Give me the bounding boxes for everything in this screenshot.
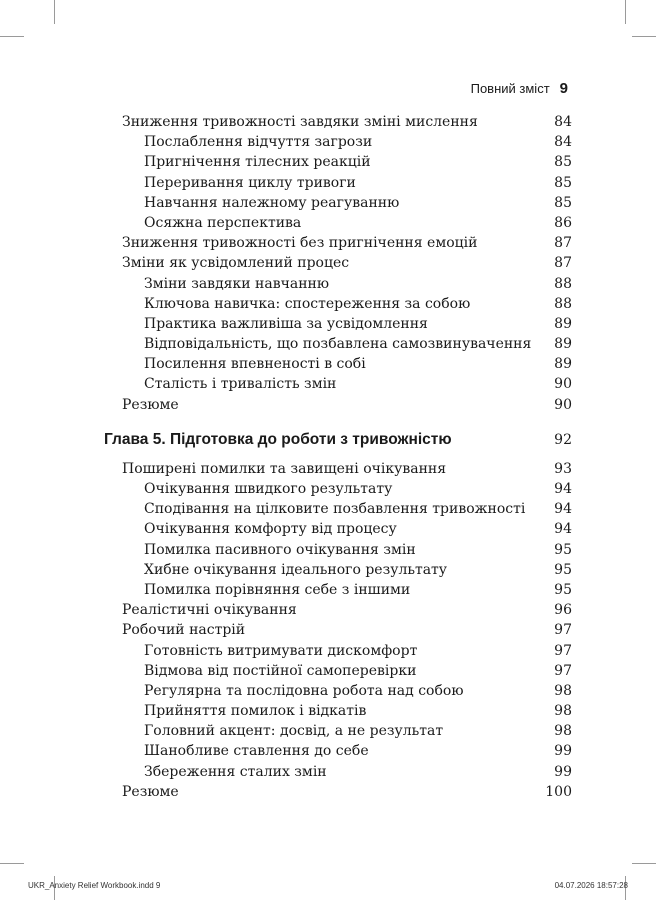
toc-entry (104, 233, 572, 253)
toc-entry-page: 88 (554, 295, 572, 312)
toc-entry-page: 90 (554, 396, 572, 413)
toc-entry-page: 85 (554, 174, 572, 191)
toc-entry (104, 274, 572, 294)
toc-entry (104, 580, 572, 600)
toc-entry (104, 741, 572, 761)
toc-entry-page: 97 (554, 642, 572, 659)
toc-entry-title: Сталість і тривалість змін (144, 376, 337, 393)
toc-entry (104, 519, 572, 539)
toc-entry-page: 87 (554, 235, 572, 252)
toc-entry-title: Очікування комфорту від процесу (144, 521, 397, 538)
toc-entry-title: Зміни як усвідомлений процес (122, 255, 350, 272)
toc-entry (104, 459, 572, 479)
toc-entry-title: Сподівання на цілковите позбавлення тривожності (144, 501, 526, 518)
toc-entry-page: 88 (554, 275, 572, 292)
toc-entry-title: Помилка порівняння себе з іншими (144, 581, 411, 598)
toc-entry (104, 479, 572, 499)
crop-mark-right-bottom (632, 863, 656, 864)
toc-entry (104, 600, 572, 620)
toc-entry-title: Шанобливе ставлення до себе (144, 743, 369, 760)
toc-entry-page: 99 (554, 743, 572, 760)
toc-entry (104, 560, 572, 580)
toc-entry-title: Осяжна перспектива (144, 214, 302, 231)
toc-entry-page: 94 (554, 521, 572, 538)
toc-entry-title: Помилка пасивного очікування змін (144, 541, 416, 558)
toc-entry-title: Послаблення відчуття загрози (144, 134, 373, 151)
toc-entry (104, 721, 572, 741)
toc-entry (104, 213, 572, 233)
toc-entry (104, 540, 572, 560)
toc-entry-page: 95 (554, 561, 572, 578)
table-of-contents (104, 112, 572, 802)
toc-entry (104, 132, 572, 152)
toc-entry (104, 641, 572, 661)
toc-entry-page: 95 (554, 581, 572, 598)
toc-entry (104, 782, 572, 802)
toc-entry-page: 97 (554, 622, 572, 639)
running-title: Повний зміст (470, 81, 550, 96)
toc-entry-title: Очікування швидкого результату (144, 481, 393, 497)
toc-entry-page: 90 (554, 376, 572, 393)
toc-entry-page: 98 (554, 682, 572, 699)
page-number: 9 (559, 80, 568, 97)
toc-entry-title: Зміни завдяки навчанню (144, 275, 330, 292)
toc-entry-page: 95 (554, 541, 572, 558)
toc-entry (104, 314, 572, 334)
toc-entry (104, 620, 572, 640)
toc-entry (104, 354, 572, 374)
toc-entry-title: Поширені помилки та завищені очікування (122, 460, 447, 477)
toc-entry (104, 681, 572, 701)
crop-mark-top-left (54, 0, 55, 24)
toc-entry-page: 94 (554, 501, 572, 518)
toc-entry (104, 661, 572, 681)
toc-entry (104, 173, 572, 193)
toc-entry-page: 94 (554, 481, 572, 497)
crop-mark-left-bottom (0, 863, 24, 864)
toc-entry-title: Резюме (122, 396, 179, 413)
toc-entry-title: Регулярна та послідовна робота над собою (144, 682, 464, 699)
toc-entry-title: Прийняття помилок і відкатів (144, 703, 367, 720)
toc-entry-page: 89 (554, 336, 572, 353)
toc-entry (104, 112, 572, 132)
toc-entry-page: 99 (554, 763, 572, 780)
crop-mark-top-right (625, 0, 626, 24)
toc-entry-title: Зниження тривожності без пригнічення емоцій (122, 235, 478, 252)
toc-entry-page: 89 (554, 356, 572, 373)
toc-entry-page: 86 (554, 214, 572, 231)
toc-entry-title: Реалістичні очікування (122, 602, 297, 619)
toc-entry-title: Ключова навичка: спостереження за собою (144, 295, 471, 312)
toc-entry-title: Хибне очікування ідеального результату (144, 561, 448, 578)
toc-entry-title: Відповідальність, що позбавлена самозвинувачення (144, 336, 532, 353)
toc-entry-page: 84 (554, 134, 572, 151)
running-header (471, 80, 568, 97)
print-slug-datetime: 04.07.2026 18:57:28 (554, 881, 628, 890)
toc-entry (104, 374, 572, 394)
toc-entry-title: Навчання належному реагуванню (144, 194, 400, 211)
toc-entry-page: 97 (554, 662, 572, 679)
toc-entry-page: 85 (554, 154, 572, 171)
toc-entry-title: Робочий настрій (122, 622, 246, 639)
crop-mark-right-top (632, 36, 656, 37)
toc-entry-page: 84 (554, 114, 572, 130)
toc-entry-title: Практика важливіша за усвідомлення (144, 315, 428, 332)
toc-chapter-heading (104, 427, 572, 453)
toc-entry (104, 334, 572, 354)
print-slug-file: UKR_Anxiety Relief Workbook.indd 9 (28, 881, 161, 890)
toc-entry-page: 98 (554, 723, 572, 740)
toc-entry (104, 762, 572, 782)
toc-entry-page: 87 (554, 255, 572, 272)
toc-entry-page: 93 (554, 460, 572, 477)
toc-entry-title: Резюме (122, 783, 179, 800)
toc-entry-title: Головний акцент: досвід, а не результат (144, 723, 444, 740)
toc-entry-title: Пригнічення тілесних реакцій (144, 154, 371, 171)
toc-entry (104, 193, 572, 213)
toc-entry-title: Зниження тривожності завдяки зміні мислення (122, 114, 478, 130)
toc-entry-page: 89 (554, 315, 572, 332)
toc-entry-title: Збереження сталих змін (144, 763, 327, 780)
toc-entry (104, 253, 572, 273)
toc-entry-title: Переривання циклу тривоги (144, 174, 356, 191)
toc-entry-page: 85 (554, 194, 572, 211)
crop-mark-left-top (0, 36, 24, 37)
toc-entry-title: Посилення впевненості в собі (144, 356, 366, 373)
toc-entry (104, 395, 572, 415)
toc-entry-page: 100 (545, 783, 572, 800)
toc-entry-page: 98 (554, 703, 572, 720)
toc-entry (104, 294, 572, 314)
toc-entry-page: 96 (554, 602, 572, 619)
toc-entry-title: Глава 5. Підготовка до роботи з тривожністю (104, 430, 452, 448)
toc-entry (104, 499, 572, 519)
toc-entry (104, 152, 572, 172)
toc-entry (104, 701, 572, 721)
toc-entry-page: 92 (554, 431, 572, 448)
toc-entry-title: Готовність витримувати дискомфорт (144, 642, 418, 659)
toc-entry-title: Відмова від постійної самоперевірки (144, 662, 417, 679)
